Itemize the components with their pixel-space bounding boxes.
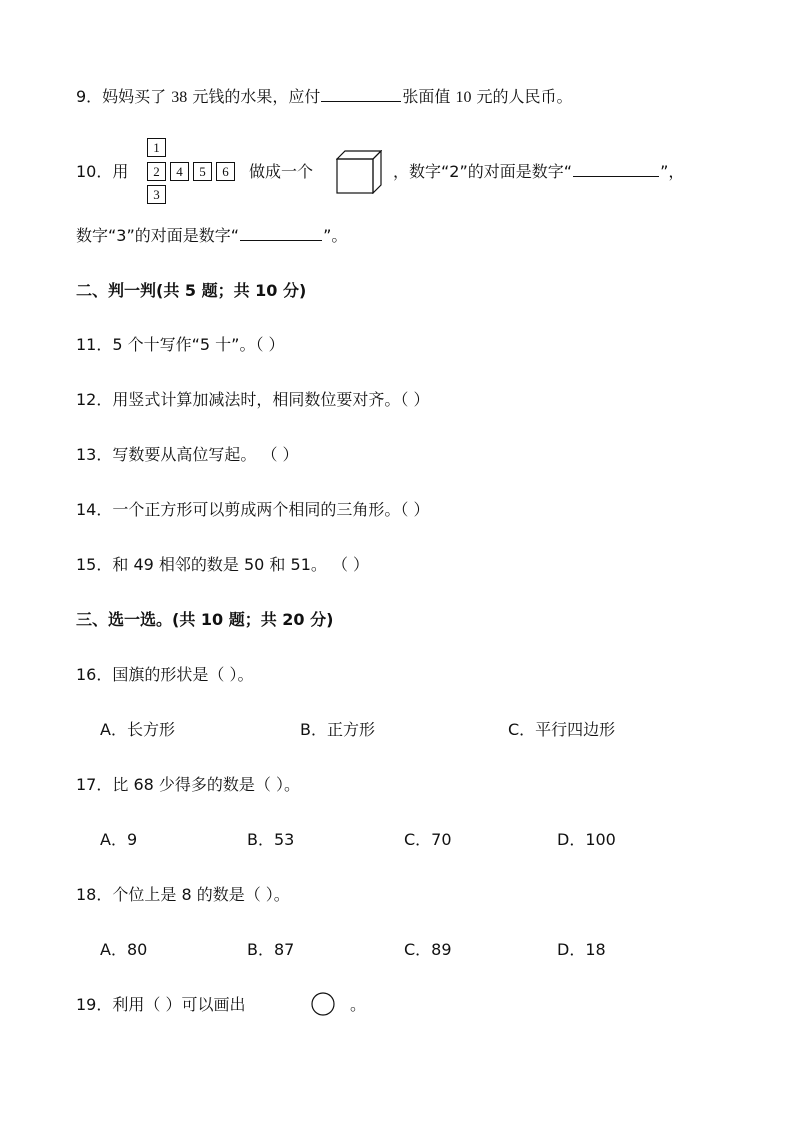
net-cell: 5 [193, 162, 212, 181]
net-cell: 6 [216, 162, 235, 181]
section-3-title: 三、选一选。(共 10 题；共 20 分) [76, 610, 334, 629]
q18-option-d[interactable]: D．18 [557, 940, 606, 959]
q9-text-b: 元钱的水果，应付 [187, 87, 321, 106]
q10-prefix: 10．用 [76, 162, 129, 181]
question-15: 15．和 49 相邻的数是 50 和 51。 （ ） [76, 555, 370, 574]
q10-answer-blank-1[interactable] [573, 162, 659, 177]
q16-option-b[interactable]: B．正方形 [300, 720, 375, 739]
question-17: 17．比 68 少得多的数是（ ）。 [76, 775, 300, 794]
q10-close: ”， [660, 162, 685, 181]
q9-text-d: 元的人民币。 [471, 87, 573, 106]
q9-answer-blank[interactable] [321, 87, 401, 102]
q9-number: 38 [171, 89, 188, 106]
q10-answer-blank-2[interactable] [240, 226, 322, 241]
q18-option-a[interactable]: A．80 [100, 940, 148, 959]
question-10-prefix [76, 162, 128, 182]
q18-option-c[interactable]: C．89 [404, 940, 452, 959]
q17-option-b[interactable]: B．53 [247, 830, 295, 849]
q10-after-cube [393, 162, 684, 182]
question-12: 12．用竖式计算加减法时，相同数位要对齐。（ ） [76, 390, 430, 409]
q9-text-c: 张面值 [402, 87, 456, 106]
q10-mid-text [249, 162, 313, 182]
q10-after-cube-text: ，数字“2”的对面是数字“ [393, 162, 573, 181]
question-19 [76, 995, 245, 1015]
question-14: 14．一个正方形可以剪成两个相同的三角形。（ ） [76, 500, 430, 519]
q16-option-a[interactable]: A．长方形 [100, 720, 175, 739]
question-16: 16．国旗的形状是（ ）。 [76, 665, 254, 684]
question-10-line-2 [76, 226, 347, 246]
q10-mid: 做成一个 [249, 162, 314, 181]
q17-option-a[interactable]: A．9 [100, 830, 138, 849]
net-cell: 1 [147, 138, 166, 157]
question-13: 13．写数要从高位写起。 （ ） [76, 445, 299, 464]
q9-text-a: 9．妈妈买了 [76, 87, 172, 106]
q17-option-c[interactable]: C．70 [404, 830, 452, 849]
q16-option-c[interactable]: C．平行四边形 [508, 720, 616, 739]
net-cell: 3 [147, 185, 166, 204]
section-2-title: 二、判一判(共 5 题；共 10 分) [76, 281, 307, 300]
question-18: 18．个位上是 8 的数是（ ）。 [76, 885, 290, 904]
q18-option-b[interactable]: B．87 [247, 940, 295, 959]
q10-line2-a: 数字“3”的对面是数字“ [76, 226, 240, 245]
cube-net-diagram [142, 138, 238, 204]
cube-icon [336, 150, 382, 194]
net-cell: 4 [170, 162, 189, 181]
q10-line2-b: ”。 [323, 226, 348, 245]
circle-icon [311, 992, 335, 1016]
q19-end: 。 [350, 995, 367, 1014]
question-11: 11．5 个十写作“5 十”。（ ） [76, 335, 285, 354]
question-9 [76, 87, 573, 108]
q19-text-a: 19．利用（ ）可以画出 [76, 995, 246, 1014]
q17-option-d[interactable]: D．100 [557, 830, 616, 849]
net-cell: 2 [147, 162, 166, 181]
q9-number-2: 10 [455, 89, 472, 106]
